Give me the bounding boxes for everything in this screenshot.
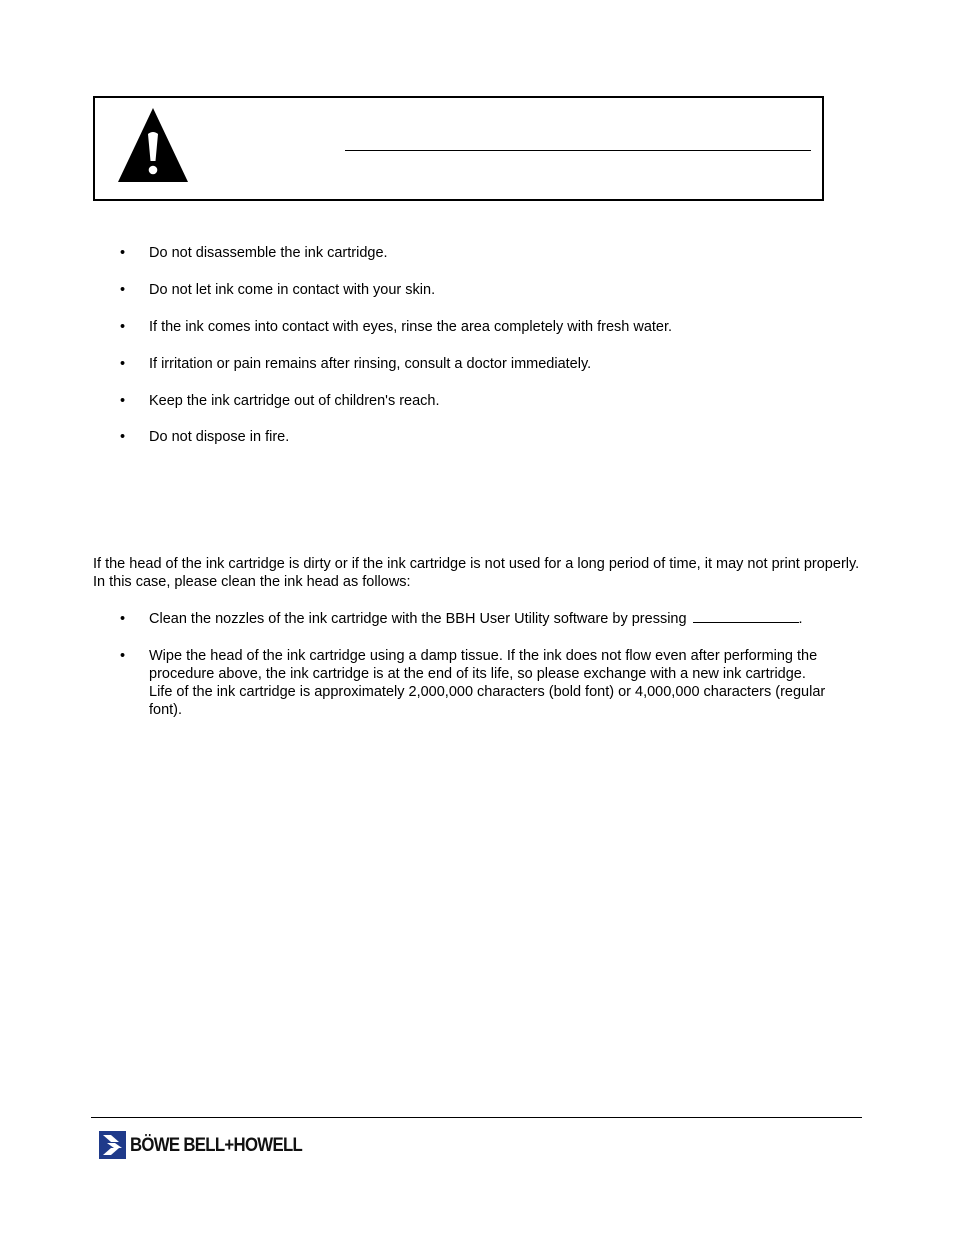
- bullet-icon: •: [120, 611, 126, 627]
- warning-heading-rule: [345, 150, 811, 151]
- safety-item-text: Do not let ink come in contact with your skin.: [149, 282, 436, 298]
- bullet-icon: •: [120, 429, 126, 445]
- cleaning-step-1: Clean the nozzles of the ink cartridge with the BBH User Utility software by pressing: [149, 611, 687, 627]
- cleaning-step-2: Wipe the head of the ink cartridge using a damp tissue. If the ink does not flow even after performing the procedure above, the ink cartridge is at the end of its life, so please exchange with a new ink cartridge. Life of the ink cartridge is approximately 2,000,000 characters (bold font) or 4,000,000 characters (regular font).: [149, 648, 826, 718]
- bullet-icon: •: [120, 356, 126, 372]
- warning-triangle-icon: [117, 106, 189, 184]
- safety-item-text: If irritation or pain remains after rinsing, consult a doctor immediately.: [149, 356, 592, 372]
- bullet-icon: •: [120, 245, 126, 261]
- footer-rule: [91, 1117, 862, 1118]
- bullet-icon: •: [120, 393, 126, 409]
- cleaning-step-1-end: .: [798, 611, 803, 627]
- cleaning-intro: If the head of the ink cartridge is dirty or if the ink cartridge is not used for a long period of time, it may not print properly. In this case, please clean the ink head as follows:: [93, 556, 860, 590]
- bbh-logo-mark-icon: [99, 1131, 126, 1159]
- bullet-icon: •: [120, 282, 126, 298]
- warning-box: [93, 96, 824, 201]
- company-logo: [99, 1131, 329, 1159]
- safety-item-text: Keep the ink cartridge out of children's reach.: [149, 393, 440, 409]
- safety-item-text: Do not dispose in fire.: [149, 429, 290, 445]
- safety-item-text: Do not disassemble the ink cartridge.: [149, 245, 388, 261]
- cleaning-step-text: [149, 610, 849, 628]
- bullet-icon: •: [120, 648, 126, 664]
- safety-item-text: If the ink comes into contact with eyes, rinse the area completely with fresh water.: [149, 319, 673, 335]
- logo-wordmark: BÖWE BELL+HOWELL: [130, 1134, 303, 1156]
- button-name-blank: [693, 610, 799, 623]
- bullet-icon: •: [120, 319, 126, 335]
